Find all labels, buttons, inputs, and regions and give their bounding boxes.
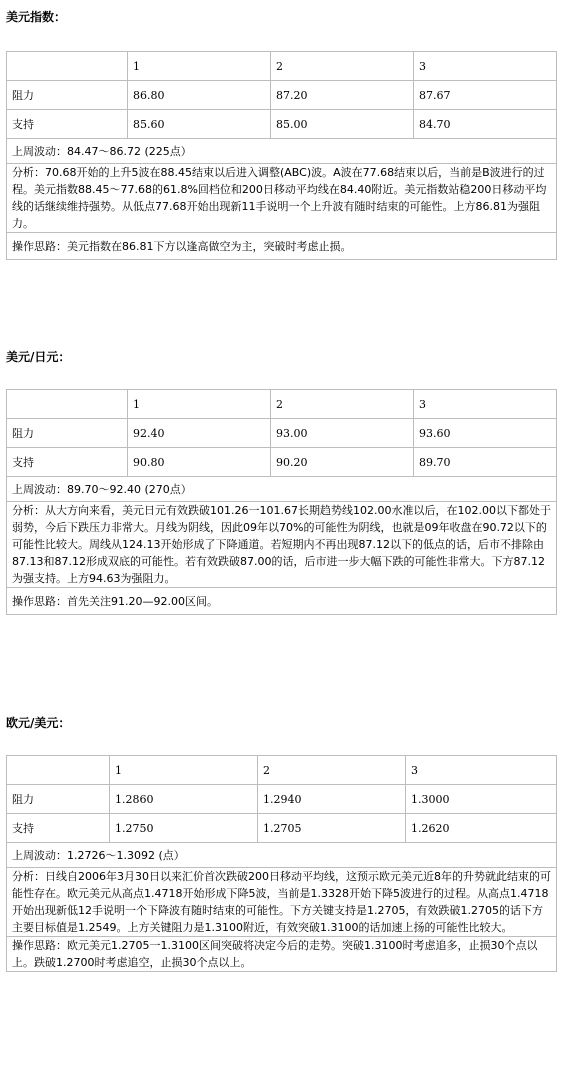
header-cell-2: 2 — [271, 390, 414, 419]
resist-label: 阻力 — [7, 81, 128, 110]
usd-jpy-title: 美元/日元： — [6, 350, 71, 364]
resist-row — [7, 419, 557, 448]
strategy-row — [7, 233, 557, 260]
support-label: 支持 — [7, 110, 128, 139]
resist-value-2: 93.00 — [271, 419, 414, 448]
resist-label: 阻力 — [7, 785, 110, 814]
header-row — [7, 52, 557, 81]
resist-value-1: 1.2860 — [110, 785, 258, 814]
resist-row — [7, 785, 557, 814]
usd-jpy-table — [6, 389, 557, 615]
support-value-3: 1.2620 — [406, 814, 557, 843]
strategy-row — [7, 937, 557, 972]
analysis-text: 分析：70.68开始的上升5波在88.45结束以后进入调整(ABC)波。A波在77.68结束以后，当前是B波进行的过程。美元指数88.45～77.68的61.8%回档位和200日移动平均线在84.40附近。美元指数站稳200日移动平均线的话继续维持强势。从低点77.68开始出现新11手说明一个上升波有随时结束的可能性。上方86.81为强阻力。 — [7, 164, 557, 233]
analysis-text: 分析：日线自2006年3月30日以来汇价首次跌破200日移动平均线，这预示欧元美元近8年的升势就此结束的可能性存在。欧元美元从高点1.4718开始形成下降5波，当前是1.3328开始下降5波进行的过程。从高点1.4718开始出现新低12手说明一个下降波有随时结束的可能性。下方关键支持是1.2705，有效跌破1.2705的话下方主要目标值是1.2549。上方关键阻力是1.3100附近，有效突破1.3100的话加速上扬的可能性比较大。 — [7, 868, 557, 937]
usd-index-title: 美元指数： — [6, 10, 67, 24]
resist-label: 阻力 — [7, 419, 128, 448]
support-value-2: 90.20 — [271, 448, 414, 477]
resist-value-3: 1.3000 — [406, 785, 557, 814]
header-cell-2: 2 — [258, 756, 406, 785]
analysis-row — [7, 502, 557, 588]
header-row — [7, 390, 557, 419]
usd-index-table — [6, 51, 557, 260]
strategy-text: 操作思路：首先关注91.20—92.00区间。 — [7, 588, 557, 615]
header-cell-1: 1 — [110, 756, 258, 785]
support-value-1: 90.80 — [128, 448, 271, 477]
weekly-range-row — [7, 477, 557, 502]
weekly-range-row — [7, 843, 557, 868]
support-value-2: 85.00 — [271, 110, 414, 139]
empty-header-cell — [7, 52, 128, 81]
header-cell-2: 2 — [271, 52, 414, 81]
support-value-2: 1.2705 — [258, 814, 406, 843]
resist-value-2: 1.2940 — [258, 785, 406, 814]
eur-usd-title: 欧元/美元： — [6, 716, 71, 730]
empty-header-cell — [7, 390, 128, 419]
support-label: 支持 — [7, 814, 110, 843]
support-row — [7, 110, 557, 139]
support-row — [7, 814, 557, 843]
header-cell-1: 1 — [128, 52, 271, 81]
weekly-range-row — [7, 139, 557, 164]
eur-usd-table — [6, 755, 557, 972]
strategy-text: 操作思路：美元指数在86.81下方以逢高做空为主，突破时考虑止损。 — [7, 233, 557, 260]
header-row — [7, 756, 557, 785]
resist-value-1: 92.40 — [128, 419, 271, 448]
support-value-1: 85.60 — [128, 110, 271, 139]
weekly-range: 上周波动：1.2726～1.3092 (点） — [7, 843, 557, 868]
resist-value-3: 93.60 — [414, 419, 557, 448]
resist-value-1: 86.80 — [128, 81, 271, 110]
strategy-row — [7, 588, 557, 615]
support-value-3: 89.70 — [414, 448, 557, 477]
resist-row — [7, 81, 557, 110]
support-row — [7, 448, 557, 477]
analysis-row — [7, 868, 557, 937]
weekly-range: 上周波动：89.70～92.40 (270点） — [7, 477, 557, 502]
support-value-1: 1.2750 — [110, 814, 258, 843]
weekly-range: 上周波动：84.47～86.72 (225点） — [7, 139, 557, 164]
analysis-row — [7, 164, 557, 233]
resist-value-2: 87.20 — [271, 81, 414, 110]
empty-header-cell — [7, 756, 110, 785]
analysis-text: 分析：从大方向来看，美元日元有效跌破101.26一101.67长期趋势线102.00水准以后，在102.00以下都处于弱势，今后下跌压力非常大。月线为阴线，因此09年以70%的可能性为阴线，也就是09年收盘在90.72以下的可能性比较大。周线从124.13开始形成了下降通道。若短期内不再出现87.12以下的低点的话，后市不排除由87.13和87.12形成双底的可能性。若有效跌破87.00的话，后市进一步大幅下跌的可能性非常大。下方87.12为强支持。上方94.63为强阻力。 — [7, 502, 557, 588]
support-value-3: 84.70 — [414, 110, 557, 139]
header-cell-3: 3 — [414, 390, 557, 419]
support-label: 支持 — [7, 448, 128, 477]
resist-value-3: 87.67 — [414, 81, 557, 110]
header-cell-1: 1 — [128, 390, 271, 419]
header-cell-3: 3 — [406, 756, 557, 785]
header-cell-3: 3 — [414, 52, 557, 81]
strategy-text: 操作思路：欧元美元1.2705一1.3100区间突破将决定今后的走势。突破1.3100时考虑追多，止损30个点以上。跌破1.2700时考虑追空，止损30个点以上。 — [7, 937, 557, 972]
